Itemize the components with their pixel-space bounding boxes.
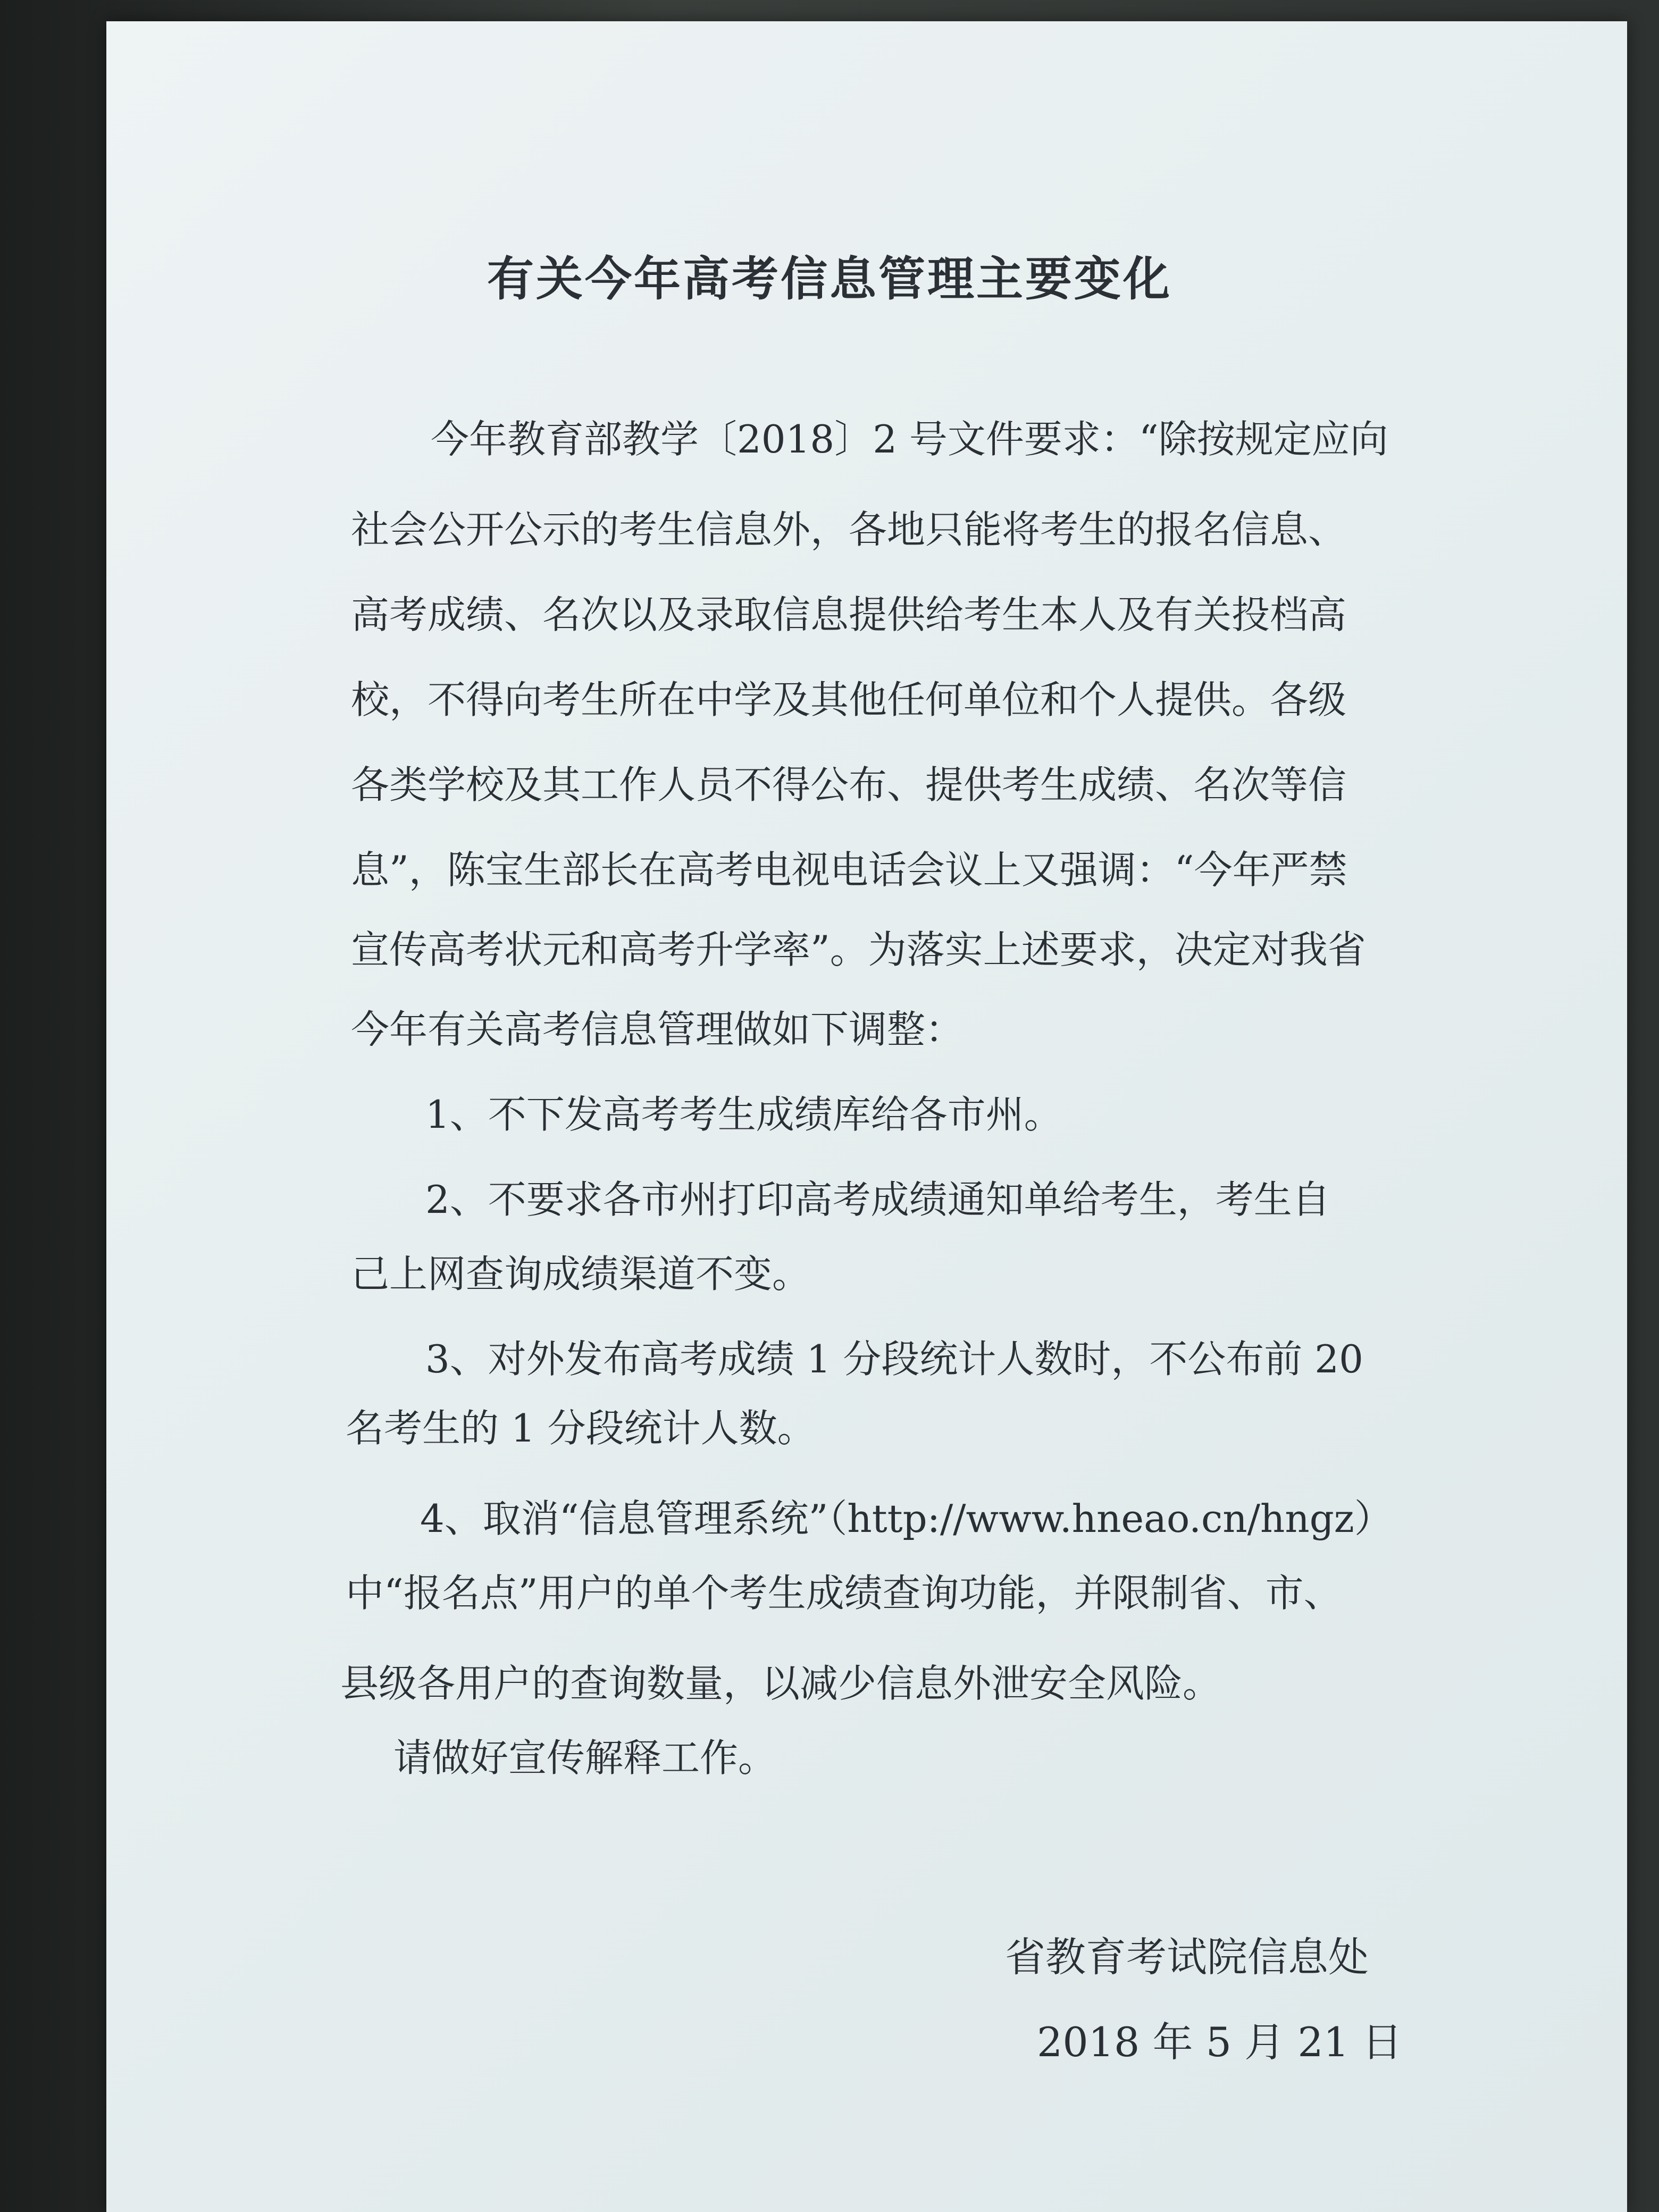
list-item-4-continued-2: 县级各用户的查询数量，以减少信息外泄安全风险。 xyxy=(340,1661,1221,1706)
list-item-3-continued: 名考生的 1 分段统计人数。 xyxy=(346,1406,816,1451)
list-item-1: 1、不下发高考考生成绩库给各市州。 xyxy=(425,1092,1062,1137)
signature-date: 2018 年 5 月 21 日 xyxy=(1037,2018,1403,2066)
body-line-3: 高考成绩、名次以及录取信息提供给考生本人及有关投档高 xyxy=(351,592,1347,637)
body-line-6: 息”，陈宝生部长在高考电视电话会议上又强调：“今年严禁 xyxy=(351,848,1347,892)
list-item-4-continued-1: 中“报名点”用户的单个考生成绩查询功能，并限制省、市、 xyxy=(346,1571,1342,1615)
body-line-2: 社会公开公示的考生信息外，各地只能将考生的报名信息、 xyxy=(351,507,1347,552)
body-line-8: 今年有关高考信息管理做如下调整： xyxy=(351,1007,964,1052)
list-item-2: 2、不要求各市州打印高考成绩通知单给考生，考生自 xyxy=(425,1177,1330,1222)
document-title: 有关今年高考信息管理主要变化 xyxy=(487,251,1172,306)
list-item-4: 4、取消“信息管理系统”（http://www.hneao.cn/hngz） xyxy=(420,1496,1393,1541)
body-line-5: 各类学校及其工作人员不得公布、提供考生成绩、名次等信 xyxy=(351,763,1347,807)
list-item-3: 3、对外发布高考成绩 1 分段统计人数时，不公布前 20 xyxy=(425,1337,1363,1381)
body-line-7: 宣传高考状元和高考升学率”。为落实上述要求，决定对我省 xyxy=(351,927,1366,972)
body-line-4: 校，不得向考生所在中学及其他任何单位和个人提供。各级 xyxy=(351,677,1347,722)
list-item-2-continued: 己上网查询成绩渠道不变。 xyxy=(351,1252,811,1296)
body-line-1: 今年教育部教学〔2018〕2 号文件要求：“除按规定应向 xyxy=(431,417,1388,462)
closing-line: 请做好宣传解释工作。 xyxy=(393,1736,777,1780)
signature-organization: 省教育考试院信息处 xyxy=(1005,1933,1369,1981)
